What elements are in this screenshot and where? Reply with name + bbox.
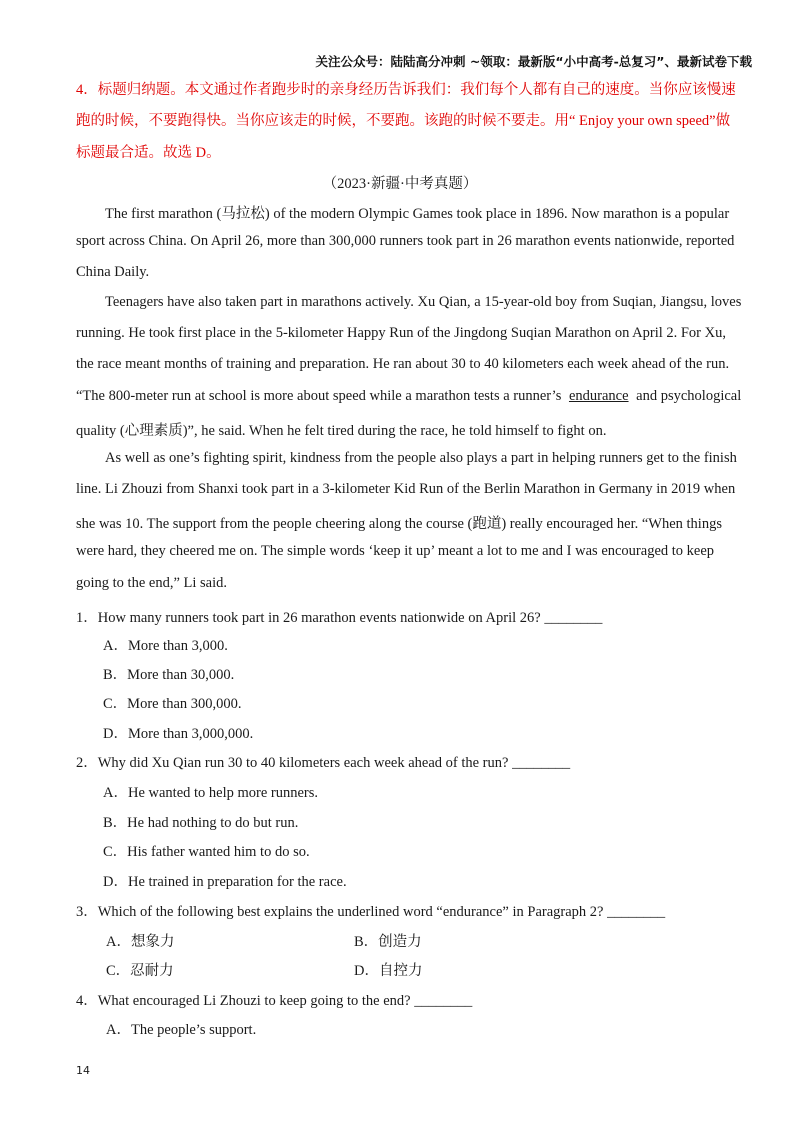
passage-line: China Daily.	[76, 264, 150, 280]
passage-line: going to the end,” Li said.	[76, 575, 228, 591]
page-header: 关注公众号：陆陆高分冲刺 ~领取：最新版“小中高考-总复习”、最新试卷下载	[315, 54, 752, 69]
passage-line: quality (心理素质)”, he said. When he felt tired during the race, he told himself to fight on.	[76, 423, 607, 439]
passage-line: As well as one’s fighting spirit, kindness from the people also plays a part in helping runners get to the finish	[105, 450, 737, 466]
page-number: 14	[76, 1064, 90, 1077]
passage-text: and psychological	[636, 388, 742, 404]
answer-note-line: 4．标题归纳题。本文通过作者跑步时的亲身经历告诉我们：我们每个人都有自己的速度。当你应该慢速	[76, 82, 736, 98]
question-stem: 2．Why did Xu Qian run 30 to 40 kilometers each week ahead of the run? ________	[76, 755, 571, 771]
question-source: （2023·新疆·中考真题）	[322, 176, 478, 192]
passage-text: “The 800-meter run at school is more about speed while a marathon tests a runner’s	[76, 388, 562, 404]
option-item: C．His father wanted him to do so.	[103, 844, 310, 860]
underlined-word: endurance	[568, 388, 629, 404]
passage-line: sport across China. On April 26, more than 300,000 runners took part in 26 marathon events nationwide, reported	[76, 233, 735, 249]
option-item: A．More than 3,000.	[103, 638, 228, 654]
question-stem: 1．How many runners took part in 26 marathon events nationwide on April 26? ________	[76, 610, 603, 626]
question-stem: 4．What encouraged Li Zhouzi to keep going to the end? ________	[76, 993, 473, 1009]
question-stem: 3．Which of the following best explains the underlined word “endurance” in Paragraph 2? ________	[76, 904, 666, 920]
option-item: C．忍耐力	[106, 963, 174, 979]
option-item: C．More than 300,000.	[103, 696, 242, 712]
passage-line: the race meant months of training and preparation. He ran about 30 to 40 kilometers each week ahead of the run.	[76, 356, 730, 372]
answer-note-line: 标题最合适。故选 D。	[76, 145, 221, 161]
passage-line: line. Li Zhouzi from Shanxi took part in a 3-kilometer Kid Run of the Berlin Marathon in Germany in 2019 when	[76, 481, 736, 497]
option-item: D．自控力	[354, 963, 423, 979]
option-item: A．He wanted to help more runners.	[103, 785, 319, 801]
option-item: A．想象力	[106, 934, 175, 950]
answer-note-line: 跑的时候，不要跑得快。当你应该走的时候，不要跑。该跑的时候不要走。用“ Enjoy your own speed”做	[76, 113, 731, 129]
option-item: D．He trained in preparation for the race.	[103, 874, 347, 890]
passage-line: were hard, they cheered me on. The simple words ‘keep it up’ meant a lot to me and I was encouraged to keep	[76, 543, 715, 559]
option-item: B．创造力	[354, 934, 422, 950]
passage-line	[76, 388, 741, 405]
passage-line: she was 10. The support from the people cheering along the course (跑道) really encouraged her. “When things	[76, 516, 722, 532]
option-item: A．The people’s support.	[106, 1022, 257, 1038]
passage-line: running. He took first place in the 5-kilometer Happy Run of the Jingdong Suqian Marathon on April 2. For Xu,	[76, 325, 726, 341]
option-item: D．More than 3,000,000.	[103, 726, 254, 742]
passage-line: Teenagers have also taken part in marathons actively. Xu Qian, a 15-year-old boy from Suqian, Jiangsu, loves	[105, 294, 742, 310]
passage-line: The first marathon (马拉松) of the modern Olympic Games took place in 1896. Now marathon is a popular	[105, 206, 730, 222]
option-item: B．More than 30,000.	[103, 667, 235, 683]
option-item: B．He had nothing to do but run.	[103, 815, 299, 831]
